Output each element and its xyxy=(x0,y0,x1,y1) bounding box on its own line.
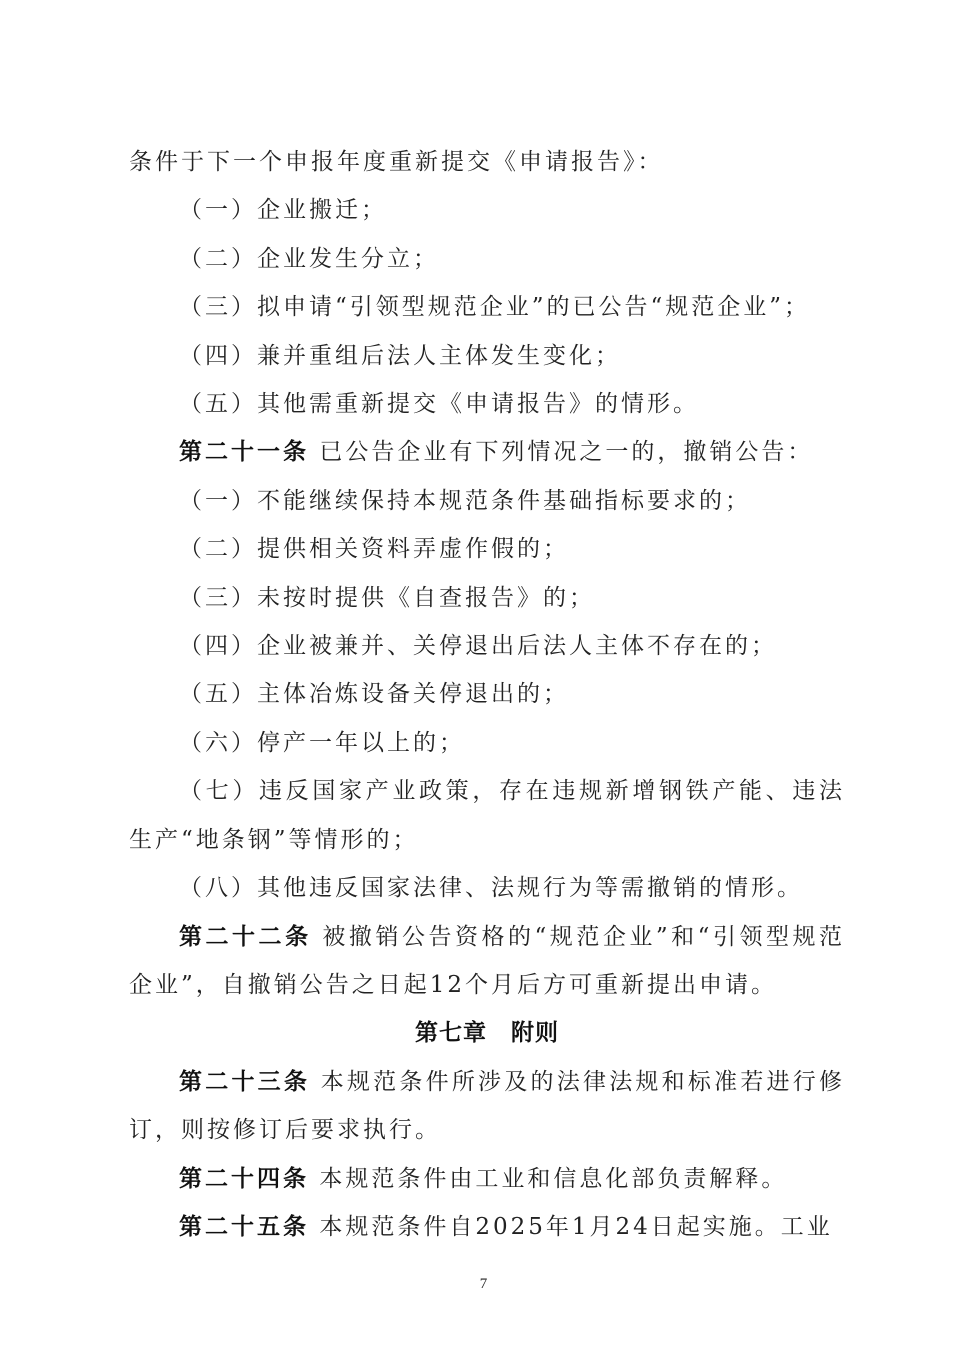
article-25 xyxy=(129,1203,845,1251)
list-item: （一）企业搬迁； xyxy=(179,197,387,224)
article-title: 第二十三条 xyxy=(179,1067,311,1095)
page-number: 7 xyxy=(479,1276,488,1292)
article-title: 第二十二条 xyxy=(179,922,312,950)
article-24 xyxy=(129,1155,845,1203)
article-text: 被撤销公告资格的“规范企业”和“引领型规范企业”，自撤销公告之日起12个月后方可重新提出申请。 xyxy=(129,923,845,998)
list-item: （四）兼并重组后法人主体发生变化； xyxy=(179,342,621,369)
chapter-heading: 第七章 附则 xyxy=(415,1019,559,1047)
article-text: 已公告企业有下列情况之一的，撤销公告： xyxy=(319,439,814,466)
list-item: （一）不能继续保持本规范条件基础指标要求的； xyxy=(179,487,751,514)
article-22 xyxy=(129,913,845,1010)
paragraph-continuation: 条件于下一个申报年度重新提交《申请报告》： xyxy=(129,149,664,175)
article-21 xyxy=(129,428,845,476)
list-item: （七）违反国家产业政策，存在违规新增钢铁产能、违法生产“地条钢”等情形的； xyxy=(129,778,845,853)
list-item: （二）企业发生分立； xyxy=(179,245,439,272)
list-item: （八）其他违反国家法律、法规行为等需撤销的情形。 xyxy=(179,875,803,902)
article-text: 本规范条件自2025年1月24日起实施。工业 xyxy=(319,1213,833,1240)
list-item: （四）企业被兼并、关停退出后法人主体不存在的； xyxy=(179,633,777,660)
list-item: （六）停产一年以上的； xyxy=(179,729,465,756)
article-text: 本规范条件由工业和信息化部负责解释。 xyxy=(319,1165,788,1192)
list-item: （五）其他需重新提交《申请报告》的情形。 xyxy=(179,391,699,418)
article-23 xyxy=(129,1058,845,1155)
list-item: （三）未按时提供《自查报告》的； xyxy=(179,584,595,611)
document-body xyxy=(129,138,845,1251)
list-item: （三）拟申请“引领型规范企业”的已公告“规范企业”； xyxy=(179,294,811,321)
article-title: 第二十四条 xyxy=(179,1164,309,1192)
list-item: （五）主体冶炼设备关停退出的； xyxy=(179,681,569,708)
article-title: 第二十五条 xyxy=(179,1212,309,1240)
article-text: 本规范条件所涉及的法律法规和标准若进行修订，则按修订后要求执行。 xyxy=(129,1068,846,1144)
list-item: （二）提供相关资料弄虚作假的； xyxy=(179,536,569,563)
article-title: 第二十一条 xyxy=(179,438,309,466)
